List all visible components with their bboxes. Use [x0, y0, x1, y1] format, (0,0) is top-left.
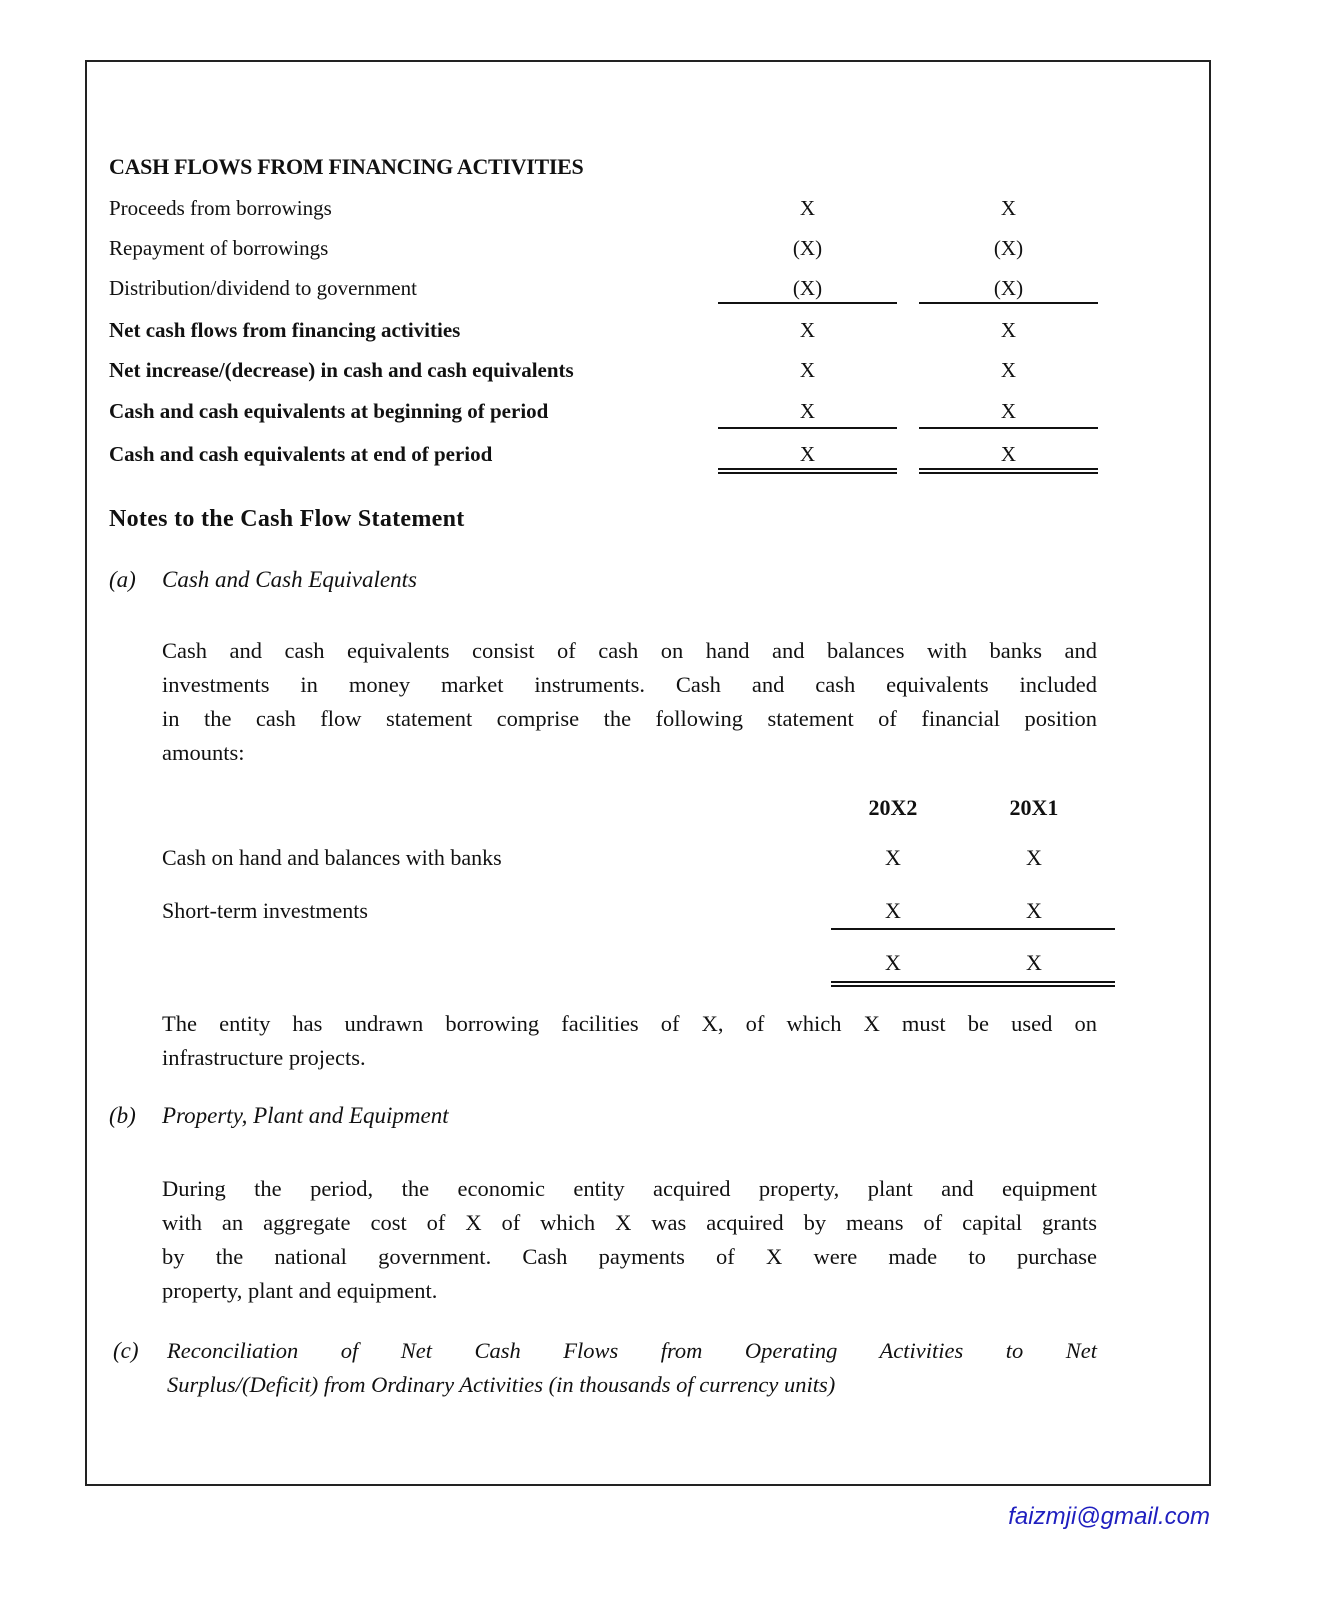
subtotal-rule-col2	[919, 427, 1098, 429]
paragraph-line: in the cash flow statement comprise the following statement of financial position	[162, 706, 1097, 731]
table-row-label-cash-on-hand: Cash on hand and balances with banks	[162, 845, 502, 870]
value-col2: X	[1000, 318, 1017, 342]
note-c-marker: (c)	[113, 1338, 139, 1363]
row-label-distribution: Distribution/dividend to government	[109, 276, 417, 300]
document-page	[85, 60, 1211, 1486]
subtotal-rule-col1	[718, 427, 897, 429]
subtotal-rule	[831, 928, 1115, 930]
paragraph-line: amounts:	[162, 740, 245, 765]
note-b-heading: Property, Plant and Equipment	[162, 1103, 449, 1128]
subtotal-rule-col1	[718, 302, 897, 304]
value-col2: (X)	[993, 236, 1024, 260]
paragraph-line: investments in money market instruments. Cash and cash equivalents included	[162, 672, 1097, 697]
value-col1: (X)	[792, 276, 823, 300]
value-col1: (X)	[792, 236, 823, 260]
row-label-beginning-cash: Cash and cash equivalents at beginning of period	[109, 399, 549, 423]
note-c-heading	[167, 1334, 1097, 1402]
note-a-heading: Cash and Cash Equivalents	[162, 567, 417, 592]
value-col2: X	[1000, 442, 1017, 466]
table-value-20X1: X	[1026, 898, 1042, 923]
paragraph-line: property, plant and equipment.	[162, 1278, 438, 1303]
value-col2: X	[1000, 196, 1017, 220]
heading-line: Surplus/(Deficit) from Ordinary Activities (in thousands of currency units)	[167, 1372, 836, 1397]
row-label-ending-cash: Cash and cash equivalents at end of period	[109, 442, 493, 466]
note-a-footnote	[162, 1007, 1097, 1075]
note-a-paragraph	[162, 634, 1097, 770]
value-col1: X	[799, 318, 816, 342]
row-label-net-financing: Net cash flows from financing activities	[109, 318, 461, 342]
table-value-20X2: X	[885, 898, 901, 923]
table-row-label-short-term: Short-term investments	[162, 898, 368, 923]
row-label-repayment: Repayment of borrowings	[109, 236, 329, 260]
value-col1: X	[799, 442, 816, 466]
table-value-20X1: X	[1026, 845, 1042, 870]
heading-line: Reconciliation of Net Cash Flows from Operating Activities to Net	[167, 1338, 1097, 1363]
value-col1: X	[799, 196, 816, 220]
note-b-marker: (b)	[109, 1103, 136, 1128]
row-label-proceeds: Proceeds from borrowings	[109, 196, 332, 220]
paragraph-line: infrastructure projects.	[162, 1045, 366, 1070]
section-heading-financing: CASH FLOWS FROM FINANCING ACTIVITIES	[109, 154, 584, 179]
paragraph-line: The entity has undrawn borrowing facilities of X, of which X must be used on	[162, 1011, 1097, 1036]
total-double-rule-col1	[718, 468, 897, 474]
paragraph-line: by the national government. Cash payments of X were made to purchase	[162, 1244, 1097, 1269]
notes-title: Notes to the Cash Flow Statement	[109, 506, 465, 532]
paragraph-line: Cash and cash equivalents consist of cash on hand and balances with banks and	[162, 638, 1097, 663]
value-col2: X	[1000, 358, 1017, 382]
column-header-20X2: 20X2	[868, 795, 918, 820]
paragraph-line: with an aggregate cost of X of which X was acquired by means of capital grants	[162, 1210, 1097, 1235]
paragraph-line: During the period, the economic entity acquired property, plant and equipment	[162, 1176, 1097, 1201]
value-col1: X	[799, 358, 816, 382]
table-value-20X2: X	[885, 845, 901, 870]
table-total-20X1: X	[1026, 950, 1042, 975]
total-double-rule	[831, 981, 1115, 987]
note-b-paragraph	[162, 1172, 1097, 1308]
row-label-net-increase: Net increase/(decrease) in cash and cash equivalents	[109, 358, 574, 382]
table-total-20X2: X	[885, 950, 901, 975]
value-col1: X	[799, 399, 816, 423]
note-a-marker: (a)	[109, 567, 136, 592]
value-col2: (X)	[993, 276, 1024, 300]
subtotal-rule-col2	[919, 302, 1098, 304]
total-double-rule-col2	[919, 468, 1098, 474]
column-header-20X1: 20X1	[1009, 795, 1059, 820]
footer-email-link[interactable]: faizmji@gmail.com	[1008, 1503, 1210, 1530]
value-col2: X	[1000, 399, 1017, 423]
